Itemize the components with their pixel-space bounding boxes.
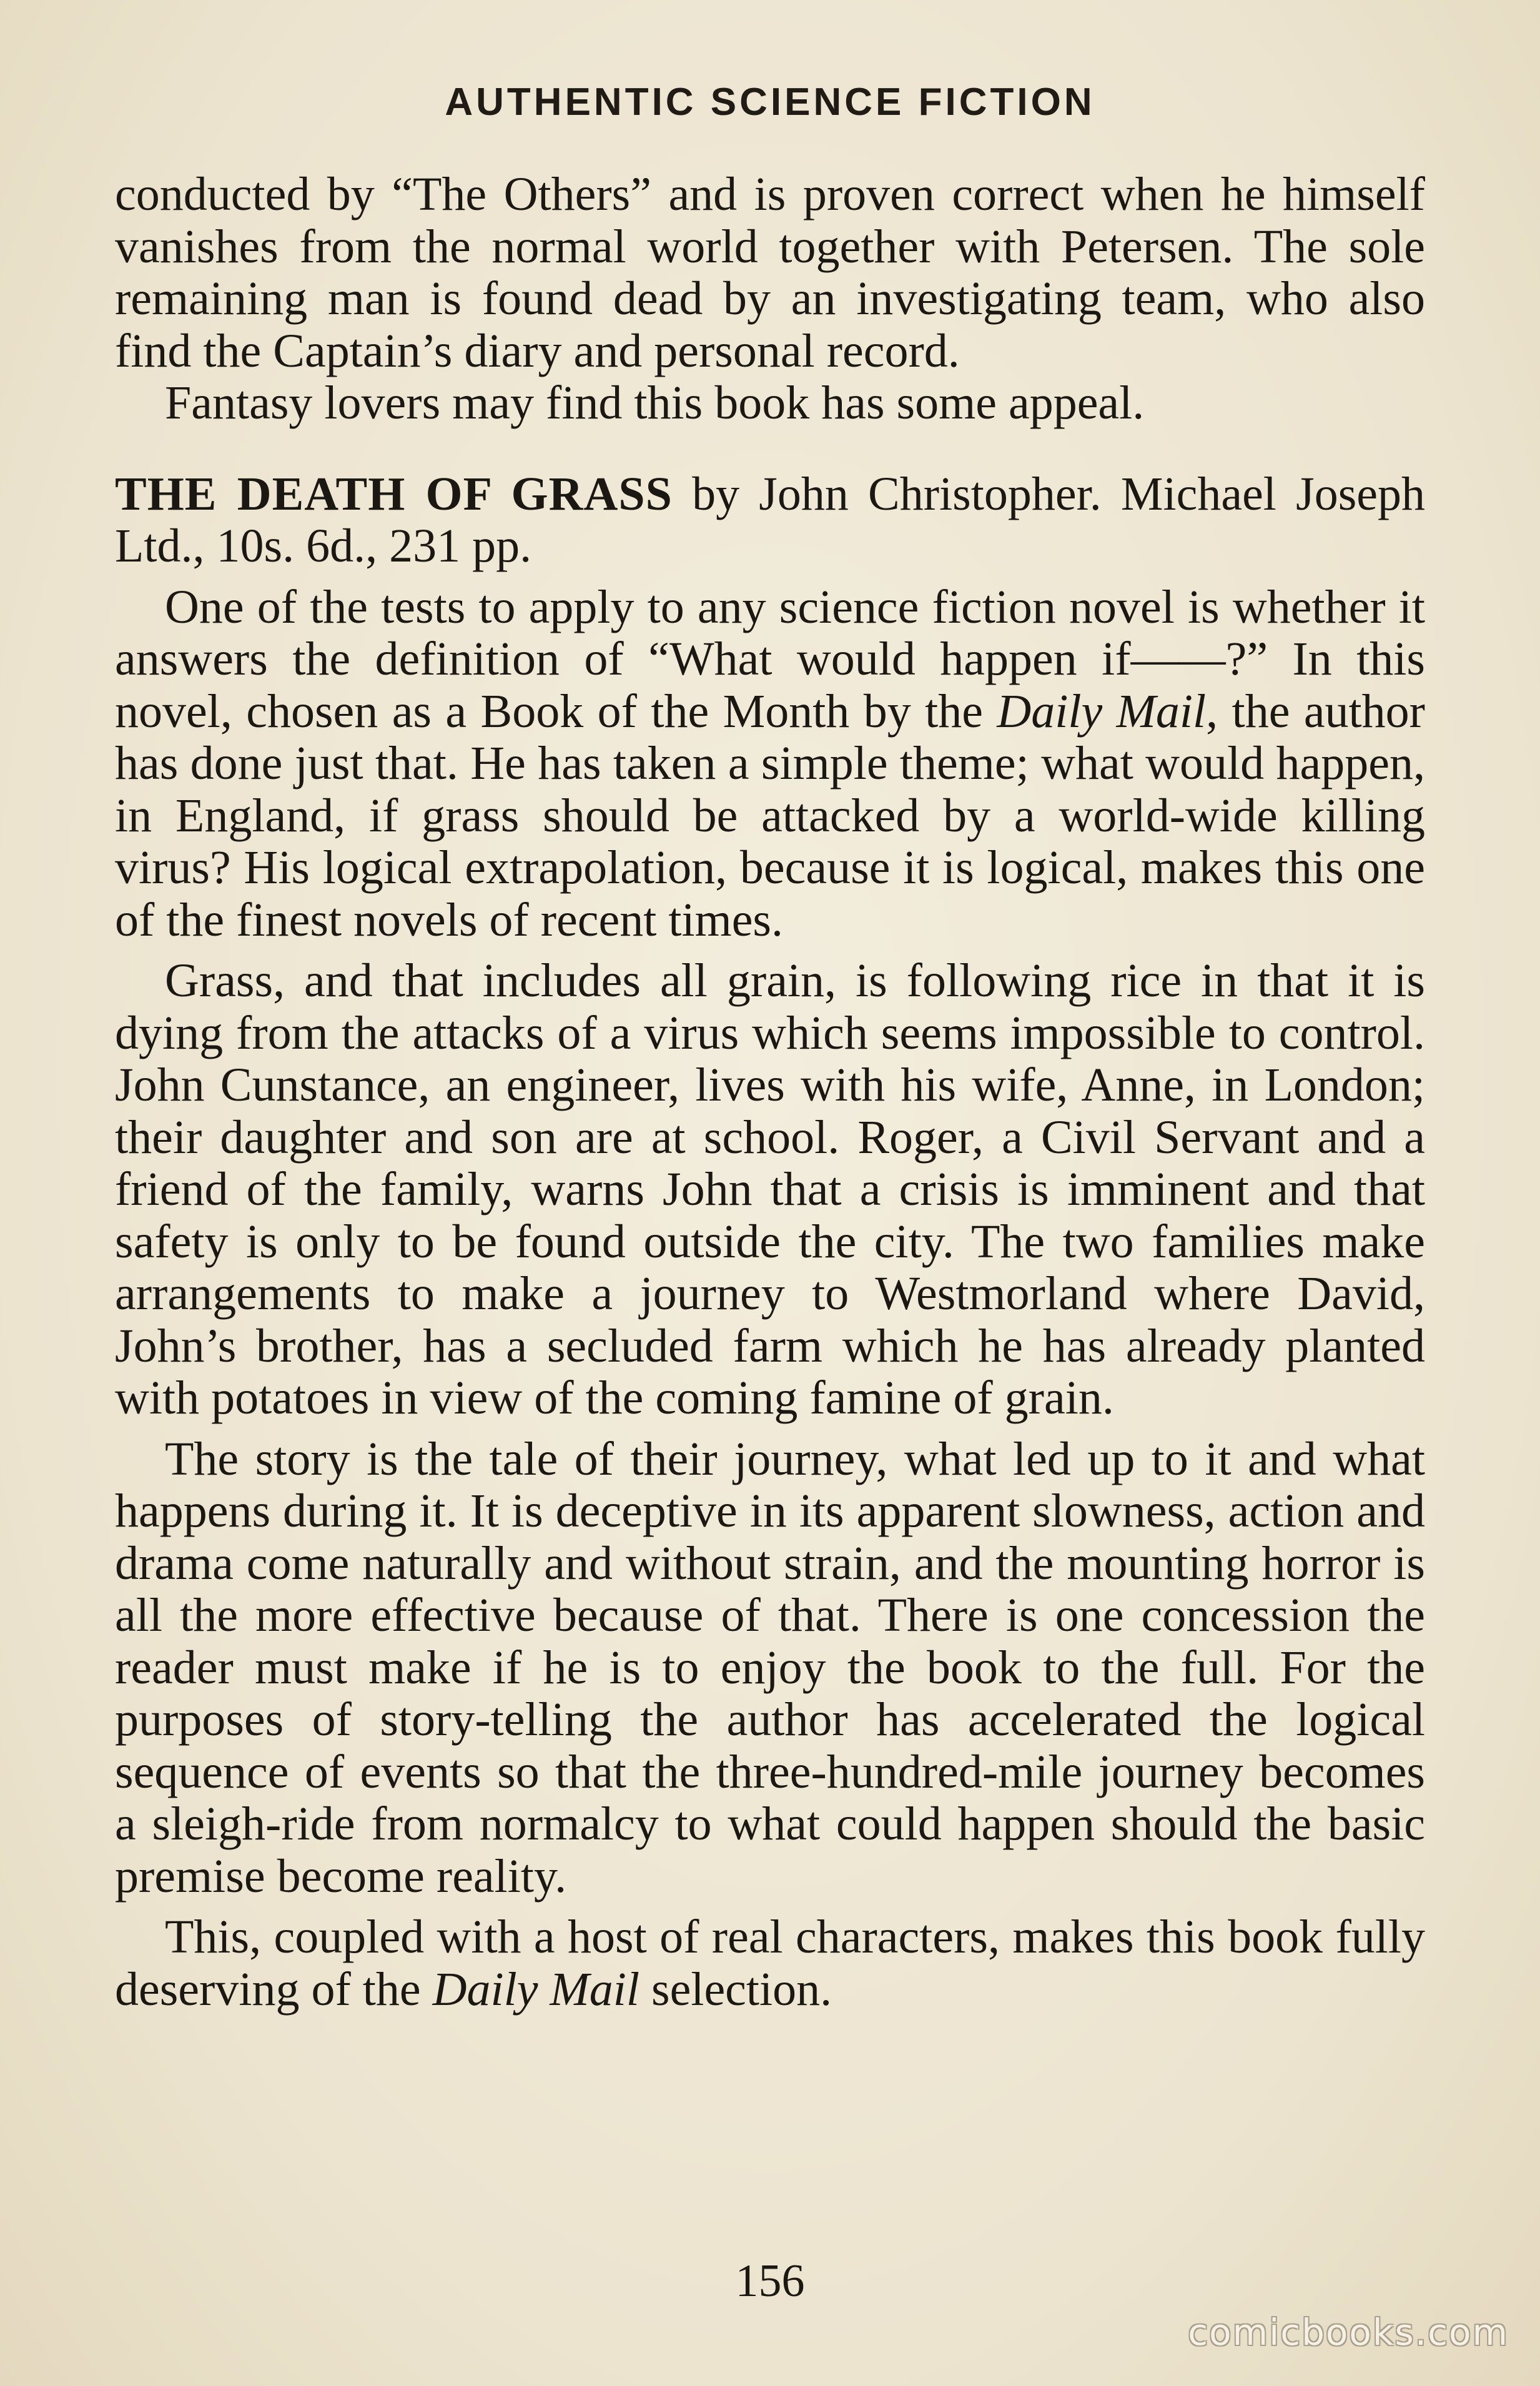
review-paragraph-4-text-a: This, coupled with a host of real characters, makes this book fully deserving of the — [115, 1911, 1425, 2016]
running-head: AUTHENTIC SCIENCE FICTION — [445, 81, 1095, 124]
review-paragraph-2: Grass, and that includes all grain, is following rice in that it is dying from the attacks of a virus which seems impossible to control. John Cunstance, an engineer, lives with his wife, Anne, in London; their daughter and son are at school. Roger, a Civil Servant and a friend of the family, warns John that a crisis is imminent and that safety is only to be found outside the city. The two families make arrangements to make a journey to Westmorland where David, John’s brother, has a secluded farm which he has already planted with potatoes in view of the coming famine of grain. — [115, 954, 1425, 1424]
review-paragraph-3: The story is the tale of their journey, what led up to it and what happens during it. It is deceptive in its apparent slowness, action and drama come naturally and without strain, and the mounting horror is all the more effective because of that. There is one concession the reader must make if he is to enjoy the book to the full. For the purposes of story-telling the author has accelerated the logical sequence of events so that the three-hundred-mile journey becomes a sleigh-ride from normalcy to what could happen should the basic premise become reality. — [115, 1432, 1425, 1903]
review-paragraph-1-text-b: , the author has done just that. He has taken a simple theme; what would happen, in England, if grass should be attacked by a world-wide killing virus? His logical extrapolation, because it is logical, makes this one of the finest novels of recent times. — [115, 685, 1425, 946]
page-number: 156 — [735, 2255, 805, 2307]
book-title: THE DEATH OF GRASS — [115, 467, 673, 520]
closing-remark: Fantasy lovers may find this book has some appeal. — [165, 377, 1145, 429]
publication-name: Daily Mail — [432, 1963, 640, 2016]
body-text — [115, 169, 1425, 2016]
review-heading — [115, 468, 1425, 573]
continued-paragraph: conducted by “The Others” and is proven correct when he himself vanishes from the normal world together with Petersen. The sole remaining man is found dead by an investigating team, who also find the Captain’s diary and personal record. — [115, 168, 1425, 377]
review-paragraph-1 — [115, 582, 1425, 947]
review-paragraph-4 — [115, 1911, 1425, 2016]
review-paragraph-1-text-a: One of the tests to apply to any science fiction novel is whether it answers the definition of “What would happen if——?” In this novel, chosen as a Book of the Month by the — [115, 580, 1425, 738]
book-byline: by John Christopher. Michael Joseph Ltd., 10s. 6d., 231 pp. — [115, 467, 1425, 572]
review-paragraph-4-text-b: selection. — [639, 1963, 832, 2016]
publication-name: Daily Mail — [997, 685, 1207, 738]
watermark: comicbooks.com — [1188, 2311, 1509, 2354]
